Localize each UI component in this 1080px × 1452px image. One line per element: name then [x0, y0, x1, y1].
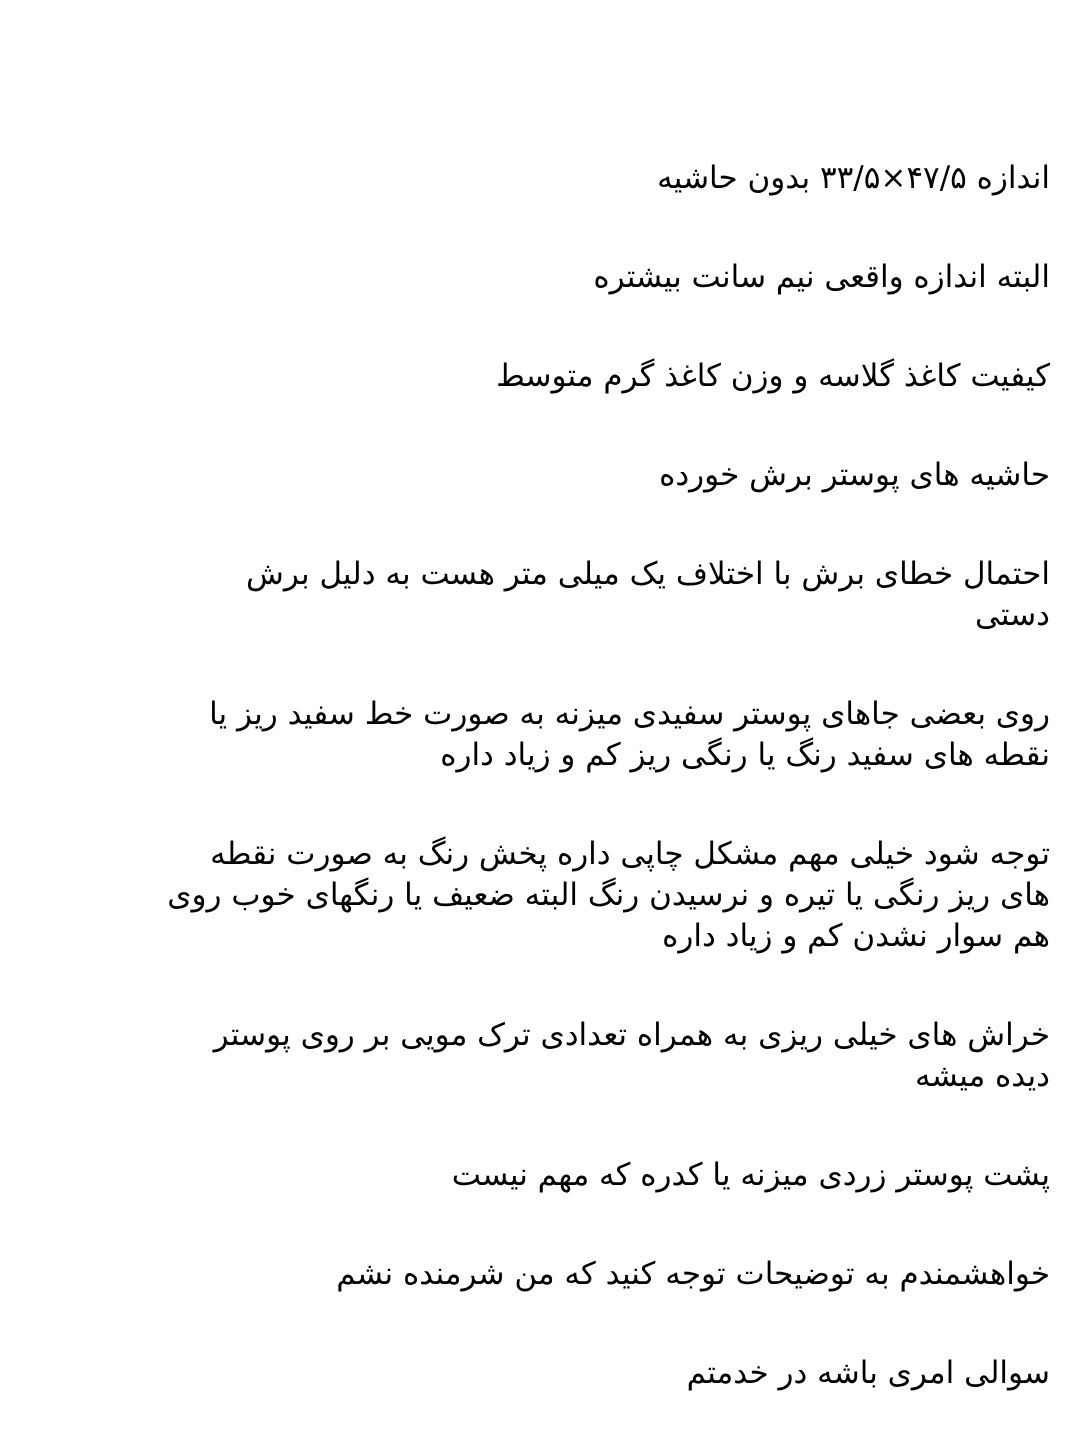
scratches-line: خراش های خیلی ریزی به همراه تعدادی ترک مویی بر روی پوستر دیده میشه [213, 1017, 1050, 1094]
print-defect-line: توجه شود خیلی مهم مشکل چاپی داره پخش رنگ به صورت نقطه های ریز رنگی یا تیره و نرسیدن رنگ البته ضعیف یا رنگهای خوب روی هم سوار نشدن کم و زیاد داره [167, 836, 1050, 954]
size-line: اندازه ۴۷/۵×۳۳/۵ بدون حاشیه [657, 160, 1050, 196]
cut-error-line: احتمال خطای برش با اختلاف یک میلی متر هست به دلیل برش دستی [246, 556, 1050, 633]
white-marks-line: روی بعضی جاهای پوستر سفیدی میزنه به صورت خط سفید ریز یا نقطه های سفید رنگ یا رنگی ریز کم و زیاد داره [209, 696, 1050, 773]
size-note-line: البته اندازه واقعی نیم سانت بیشتره [593, 259, 1050, 295]
paper-quality-line: کیفیت کاغذ گلاسه و وزن کاغذ گرم متوسط [496, 358, 1050, 394]
product-description [30, 117, 1050, 1452]
edges-cut-line: حاشیه های پوستر برش خورده [659, 457, 1050, 493]
request-line: خواهشمندم به توضیحات توجه کنید که من شرمنده نشم [336, 1256, 1050, 1292]
questions-line: سوالی امری باشه در خدمتم [686, 1355, 1050, 1391]
back-yellowing-line: پشت پوستر زردی میزنه یا کدره که مهم نیست [451, 1157, 1050, 1193]
